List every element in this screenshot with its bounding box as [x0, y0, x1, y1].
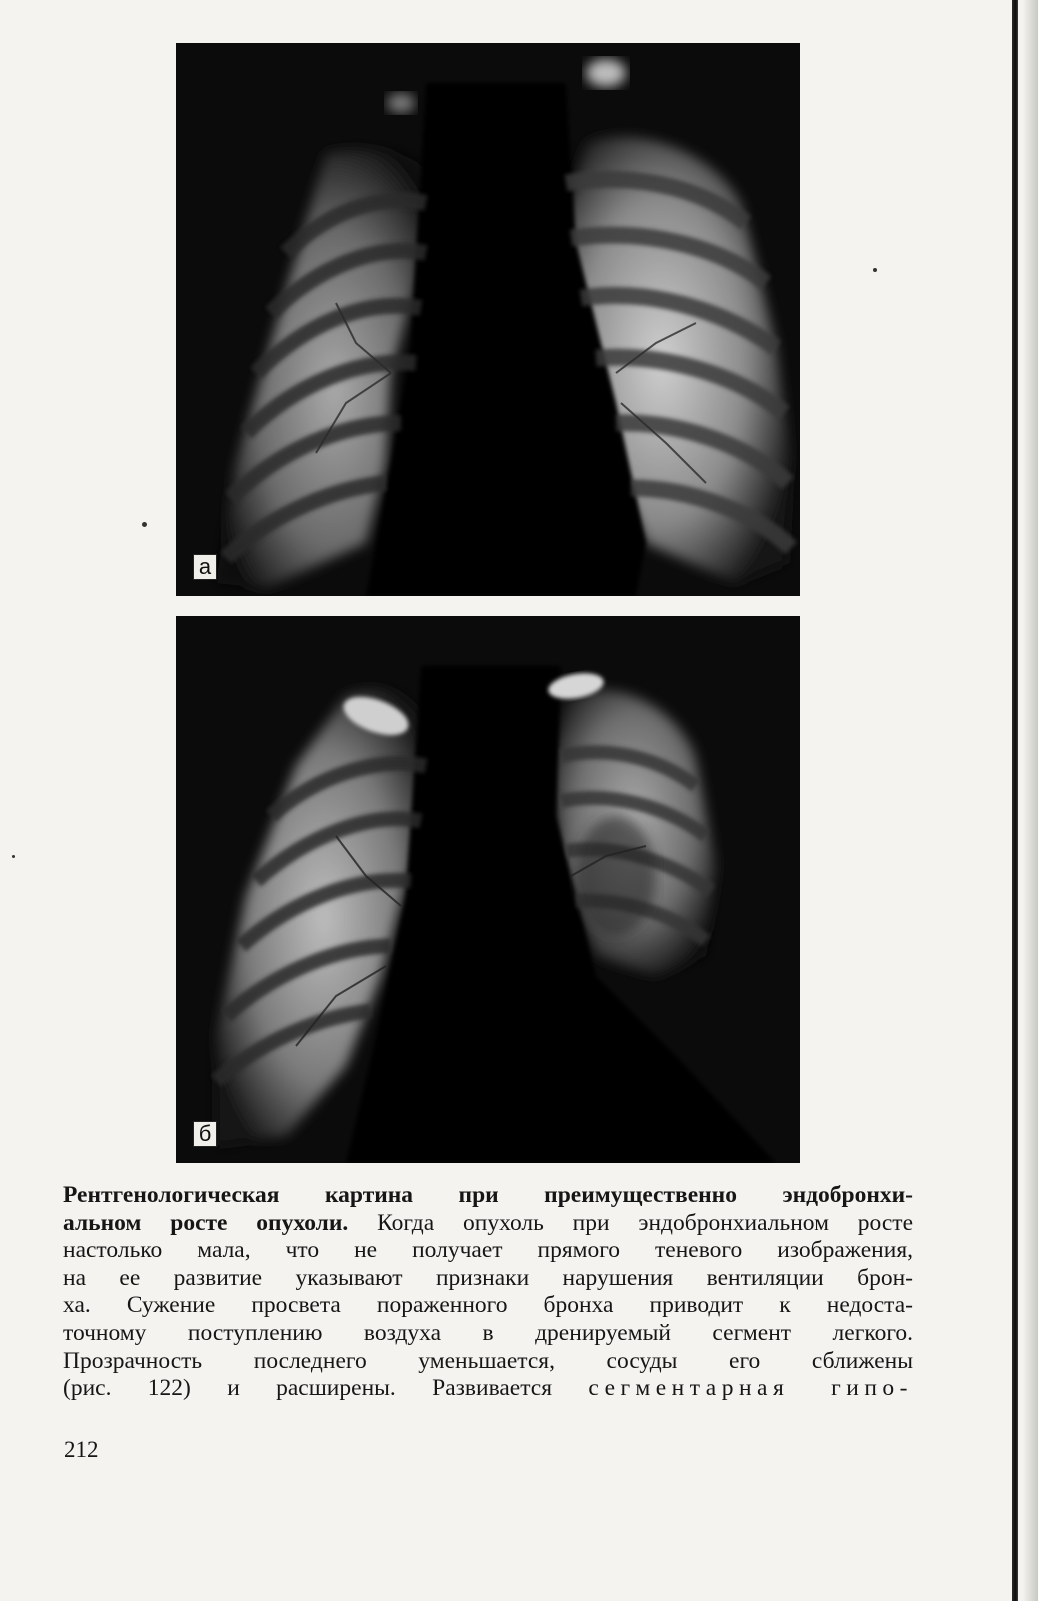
caption-line-3: настолько мала, что не получает прямого теневого изображения, — [63, 1237, 913, 1264]
caption-line-6: точному поступлению воздуха в дренируемый сегмент легкого. — [63, 1319, 913, 1346]
caption-line-7: Прозрачность последнего уменьшается, сосуды его сближены — [63, 1347, 913, 1374]
caption-spaced-term: сегментарная — [588, 1375, 790, 1402]
caption-heading-part-1: Рентгенологическая картина при преимущественно эндобронхи- — [63, 1182, 913, 1208]
caption-line-8 — [63, 1375, 913, 1403]
page-binding-shadow — [1012, 0, 1018, 1601]
panel-divider — [176, 596, 800, 616]
figure-caption-text — [63, 1182, 913, 1403]
caption-body-tail: (рис. 122) и расширены. Развивается — [63, 1375, 589, 1402]
panel-label-b: б — [193, 1121, 217, 1147]
caption-line-2 — [63, 1210, 913, 1238]
xray-image-b — [176, 616, 800, 1163]
caption-line-1 — [63, 1182, 913, 1210]
caption-line-4: на ее развитие указывают признаки нарушения вентиляции брон- — [63, 1264, 913, 1291]
print-speck — [142, 522, 147, 527]
print-speck — [873, 268, 877, 272]
caption-heading-part-2: альном росте опухоли. — [63, 1209, 349, 1236]
panel-label-a: а — [193, 554, 217, 580]
caption-line-5: ха. Сужение просвета пораженного бронха приводит к недоста- — [63, 1292, 913, 1319]
xray-image-a — [176, 43, 800, 596]
caption-body-part-1: Когда опухоль при эндобронхиальном росте — [348, 1209, 914, 1236]
print-speck — [12, 855, 15, 858]
page-binding-edge — [1004, 0, 1038, 1601]
xray-figure — [176, 43, 800, 1163]
page-number: 212 — [64, 1437, 99, 1462]
caption-hyphenated-end: гипо- — [789, 1375, 913, 1402]
